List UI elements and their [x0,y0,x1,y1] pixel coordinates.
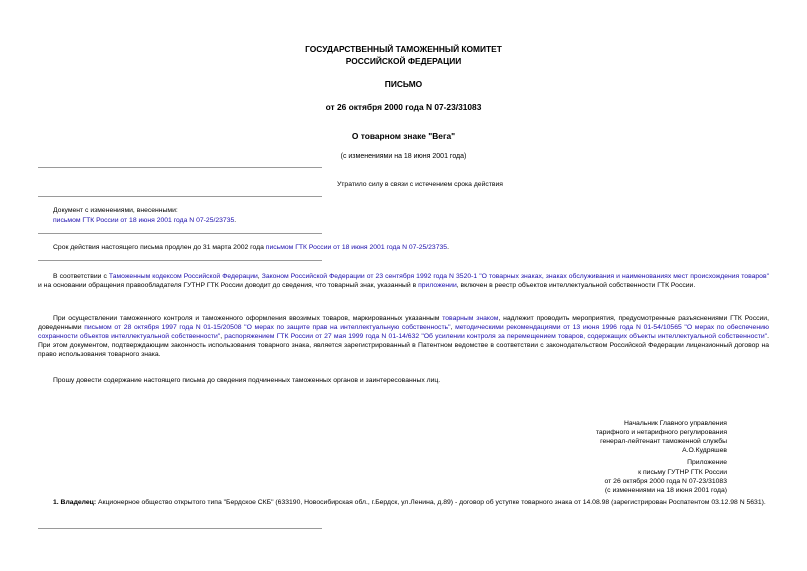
signature-position-1: Начальник Главного управления [623,420,727,427]
doc-title: О товарном знаке "Вега" [351,131,456,141]
org-name-line2: РОССИЙСКОЙ ФЕДЕРАЦИИ [345,56,462,66]
divider [38,528,322,529]
trademark-law-link[interactable]: Законом Российской Федерации от 23 сентября 1992 года N 3520-1 "О товарных знаках, знаках обслуживания и наименованиях мест происхождения товаров" [261,273,769,280]
org-name-line1: ГОСУДАРСТВЕННЫЙ ТАМОЖЕННЫЙ КОМИТЕТ [305,44,502,54]
signature-name: А.О.Кудряшев [682,447,727,454]
divider [38,167,322,168]
divider [38,233,322,234]
order-1999-link[interactable]: распоряжением ГТК России от 27 мая 1999 года N 01-14/632 "Об усилении контроля за перемещением товаров, содержащих объекты интеллектуальной собственности" [224,333,768,340]
extension-note: Срок действия настоящего письма продлен до 31 марта 2002 года письмом ГТК России от 18 июня 2001 года N 07-25/23735. [53,244,449,251]
divider [38,260,322,261]
recommendations-1996-link[interactable]: методическими рекомендациями от 13 июня 1996 года N 01-54/10565 "О мерах по обеспечению сохранности объектов интеллектуальной собственности" [38,324,769,340]
changes-line: письмом ГТК России от 18 июня 2001 года N 07-25/23735. [53,217,237,224]
signature-position-2: тарифного и нетарифного регулирования [595,429,727,436]
appendix-title: Приложение [687,459,727,466]
amendment-note: (с изменениями на 18 июня 2001 года) [340,153,467,160]
changes-label: Документ с изменениями, внесенными: [53,207,178,214]
extension-link[interactable]: письмом ГТК России от 18 июня 2001 года N 07-25/23735 [265,244,448,251]
expired-status: Утратило силу в связи с истечением срока действия [336,181,503,188]
paragraph-3: Прошу довести содержание настоящего письма до сведения подчиненных таможенных органов и заинтересованных лиц. [53,377,441,384]
appendix-date: от 26 октября 2000 года N 07-23/31083 [604,478,727,485]
appendix-link[interactable]: приложении [418,282,457,289]
signature-rank: генерал-лейтенант таможенной службы [600,438,727,445]
trademark-link[interactable]: товарным знаком [442,315,499,322]
appendix-amended: (с изменениями на 18 июня 2001 года) [604,487,727,494]
paragraph-2: При осуществлении таможенного контроля и таможенного оформления ввозимых товаров, маркированных указанным товарным знаком, надлежит проводить мероприятия, предусмотренные разъяснениями ГТК России, доведенными письмом от 28 октября 1997 года N 01-15/20508 "О мерах по защите прав на интеллектуальную собственность", методическими рекомендациями от 13 июня 1996 года N 01-54/10565 "О мерах по обеспечению сохранности объектов интеллектуальной собственности", распоряжением ГТК России от 27 мая 1999 года N 01-14/632 "Об усилении контроля за перемещением товаров, содержащих объекты интеллектуальной собственности". При этом документом, подтверждающим законность использования товарного знака, является зарегистрированный в Патентном ведомстве в соответствии с законодательством Российской Федерации лицензионный договор на право использования товарного знака. [38,315,769,358]
owner-label: 1. Владелец: [53,499,97,506]
doc-date-number: от 26 октября 2000 года N 07-23/31083 [325,102,482,112]
owner-item: 1. Владелец: Акционерное общество открытого типа "Бердское СКБ" (633190, Новосибирская обл., г.Бердск, ул.Ленина, д.89) - договор об уступке товарного знака от 14.08.98 (зарегистрирован Роспатентом 03.12.98 N 5631). [53,499,766,506]
divider [38,196,322,197]
letter-1997-link[interactable]: письмом от 28 октября 1997 года N 01-15/20508 "О мерах по защите прав на интеллектуальную собственность" [84,324,451,331]
appendix-ref: к письму ГУТНР ГТК России [638,469,727,476]
customs-code-link[interactable]: Таможенным кодексом Российской Федерации [108,273,258,280]
doc-type: ПИСЬМО [384,79,423,89]
paragraph-1: В соответствии с Таможенным кодексом Российской Федерации, Законом Российской Федерации от 23 сентября 1992 года N 3520-1 "О товарных знаках, знаках обслуживания и наименованиях мест происхождения товаров" и на основании обращения правообладателя ГУТНР ГТК России доводит до сведения, что товарный знак, указанный в приложении, включен в реестр объектов интеллектуальной собственности ГТК России. [38,273,769,289]
changes-link[interactable]: письмом ГТК России от 18 июня 2001 года N 07-25/23735 [53,217,235,224]
